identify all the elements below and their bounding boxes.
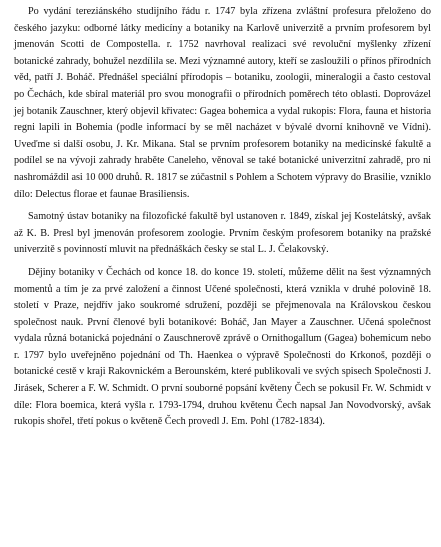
paragraph-3: Dějiny botaniky v Čechách od konce 18. do konce 19. století, můžeme dělit na šest významných momentů a tím je za prvé založení a činnost Učené společnosti, která vznikla v druhé polovině 18. století v Praze, nejdřív jako soukromé sdružení, později se přejmenovala na Královskou českou společnost nauk. První členové byli botanikové: Boháč, Jan Mayer a Zauschner. Učená společnost vydala různá botanická pojednání o Zauschnerově zprávě o Ornithogallum (Gagea) bohemicum nebo r. 1797 bylo uveřejněno pojednání od Th. Haenkea o výpravě Společnosti do Krkonoš, později o botanické cestě v kraji Rakovnickém a Berounském, které publikovali ve svých spisech Společnosti J. Jirásek, Scherer a F. W. Schmidt. O první souborné popsání květeny Čech se pokusil Fr. W. Schmidt v díle: Flora boemica, která vyšla r. 1793-1794, druhou květenu Čech napsal Jan Novodvorský, avšak rukopis shořel, třetí pokus o květeně Čech provedl J. Em. Pohl (1782-1834).: [14, 266, 431, 428]
paragraph-1: Po vydání tereziánského studijního řádu r. 1747 byla zřízena zvláštní profesura přeloženo do českého jazyku: odborné látky medicíny a botaniky na Karlově univerzitě a prvním profesorem byl jmenován Scotti de Compostella. r. 1752 navrhoval realizaci své revoluční myšlenky zřízení botanické zahrady, bohužel nezdílila se. Mezi významné autory, kteří se zasloužili o přínos přírodních věd, patří J. Boháč. Přednášel speciální přírodopis – botaniku, zoologii, mineralogii a často cestoval po Čechách, kde sbíral materiál pro svou monografii o přírodních poměrech této oblasti. Doprovázel jej botanik Zauschner, který objevil křivatec: Gagea bohemica a vydal rukopis: Flora, fauna et historia regni lapili in Bohemia (podle informací by se měl nacházet v bývalé dvorní knihovně ve Vídni). Uveďme si další osobu, J. Kr. Mikana. Stal se prvním profesorem botaniky na medicínské fakultě a podílel se na vývoji zahrady hraběte Caneleho, věnoval se také botanické univerzitní zahradě, pro ni nashromáždil asi 10 000 druhů. R. 1817 se zúčastnil s Pohlem a Schotem výpravy do Brasilie, vzniklo dílo: Delectus florae et faunae Brasiliensis.: [14, 6, 431, 200]
paragraph-2: Samotný ústav botaniky na filozofické fakultě byl ustanoven r. 1849, získal jej Kostelátský, avšak až K. B. Presl byl jmenován profesorem zoologie. Prvním českým profesorem botaniky na pražské univerzitě s povinností mluvit na přednáškách česky se stal L. J. Čelakovský.: [14, 211, 431, 256]
